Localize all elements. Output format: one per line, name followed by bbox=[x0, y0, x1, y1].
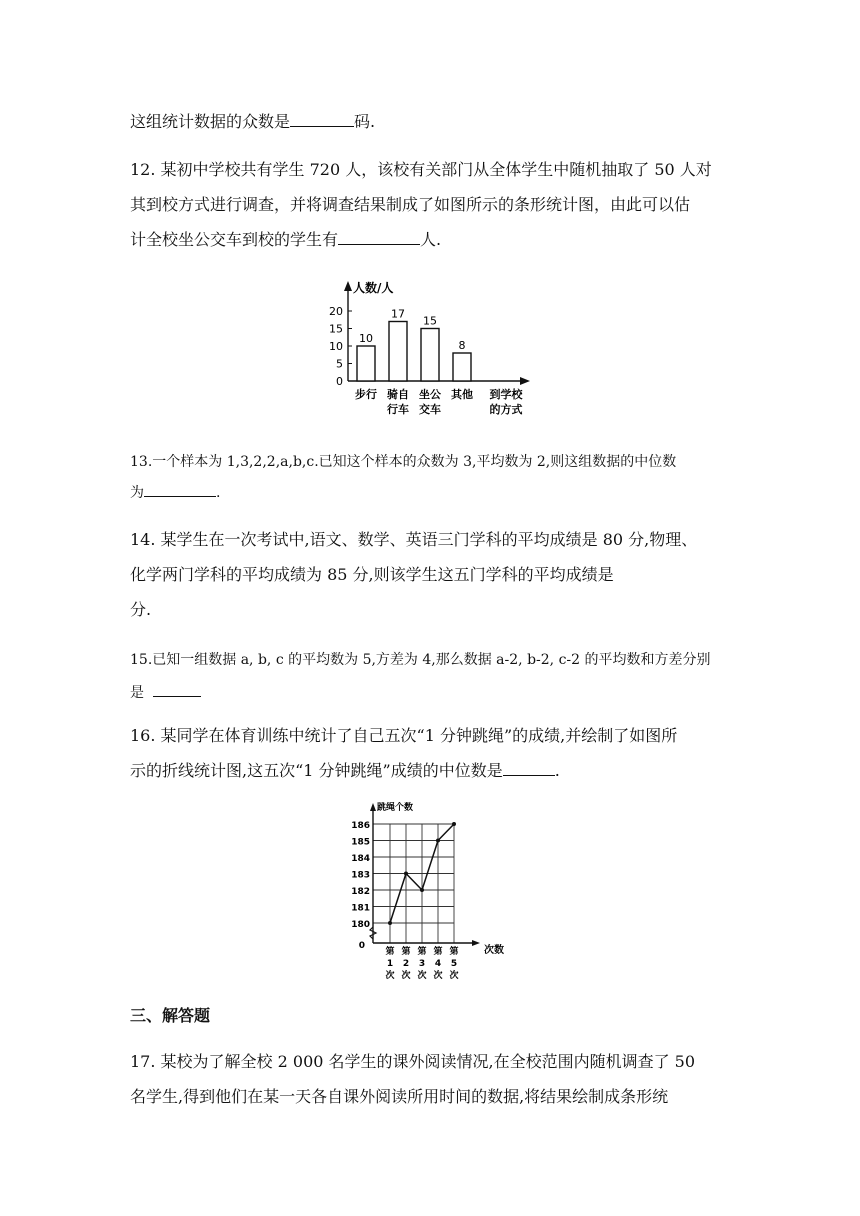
bar-chart bbox=[320, 275, 540, 420]
bar bbox=[357, 346, 375, 381]
category-label: 次 bbox=[417, 971, 427, 981]
category-label: 4 bbox=[434, 959, 442, 969]
q16-text: 示的折线统计图,这五次“1 分钟跳绳”成绩的中位数是 bbox=[130, 761, 503, 780]
bar-value-label: 17 bbox=[391, 307, 405, 321]
q12-text: 计全校坐公交车到校的学生有 bbox=[130, 230, 339, 249]
category-label: 步行 bbox=[355, 388, 377, 401]
data-point bbox=[420, 888, 424, 892]
y-axis-arrow bbox=[370, 803, 376, 811]
x-axis-label: 次数 bbox=[484, 945, 504, 956]
y-tick-label: 20 bbox=[329, 305, 343, 318]
category-label: 次 bbox=[401, 971, 411, 981]
bar-value-label: 8 bbox=[458, 339, 466, 352]
answer-blank[interactable] bbox=[153, 680, 201, 697]
category-label: 第 bbox=[449, 947, 459, 957]
q14-line1: 14. 某学生在一次考试中,语文、数学、英语三门学科的平均成绩是 80 分,物理、 bbox=[130, 530, 698, 549]
y-tick-label: 186 bbox=[351, 821, 370, 831]
y-tick-label: 181 bbox=[351, 903, 370, 914]
y-axis-label: 跳绳个数 bbox=[377, 803, 414, 813]
origin-label: 0 bbox=[358, 941, 365, 951]
q17-line2: 名学生,得到他们在某一天各自课外阅读所用时间的数据,将结果绘制成条形统 bbox=[130, 1087, 669, 1106]
y-tick-label: 5 bbox=[336, 357, 343, 371]
category-label: 其他 bbox=[451, 388, 473, 401]
category-label: 坐公 bbox=[419, 388, 441, 401]
category-label: 第 bbox=[433, 947, 443, 957]
q11-text-after: 码. bbox=[354, 112, 376, 131]
q12-text-after: 人. bbox=[420, 230, 442, 249]
x-axis-label: 的方式 bbox=[489, 403, 523, 416]
category-label: 5 bbox=[450, 959, 458, 969]
bar bbox=[389, 322, 407, 382]
y-tick-label: 183 bbox=[351, 870, 370, 881]
y-tick-label: 15 bbox=[329, 322, 343, 336]
y-tick-label: 182 bbox=[351, 887, 370, 897]
answer-blank[interactable] bbox=[290, 110, 354, 127]
q13-text-after: . bbox=[216, 485, 221, 501]
q15-line1: 15.已知一组数据 a, b, c 的平均数为 5,方差为 4,那么数据 a-2, b-2, c-2 的平均数和方差分别 bbox=[130, 652, 711, 668]
bar-value-label: 10 bbox=[359, 332, 373, 345]
bar bbox=[421, 329, 439, 382]
category-label: 次 bbox=[433, 971, 443, 981]
category-label: 2 bbox=[402, 959, 410, 969]
category-label: 第 bbox=[417, 947, 427, 957]
answer-blank[interactable] bbox=[144, 480, 216, 497]
answer-blank[interactable] bbox=[503, 759, 555, 776]
section-heading: 三、解答题 bbox=[130, 1006, 211, 1025]
q14-line2: 化学两门学科的平均成绩为 85 分,则该学生这五门学科的平均成绩是 bbox=[130, 565, 614, 584]
bar bbox=[453, 353, 471, 381]
q13-line2 bbox=[130, 480, 220, 505]
q13-text: 为 bbox=[130, 485, 144, 501]
q11-text: 这组统计数据的众数是 bbox=[130, 112, 291, 131]
category-label: 交车 bbox=[419, 403, 441, 416]
q16-line2 bbox=[130, 759, 560, 783]
category-label: 第 bbox=[385, 947, 395, 957]
q12-line3 bbox=[130, 228, 441, 252]
q16-text-after: . bbox=[554, 761, 560, 780]
category-label: 1 bbox=[386, 959, 394, 969]
q13-line1: 13.一个样本为 1,3,2,2,a,b,c.已知这个样本的众数为 3,平均数为 2,则这组数据的中位数 bbox=[130, 454, 677, 470]
y-axis-arrow bbox=[344, 281, 352, 291]
x-axis-arrow bbox=[472, 940, 480, 946]
line-chart bbox=[345, 798, 525, 986]
y-tick-label: 0 bbox=[336, 375, 343, 388]
answer-blank[interactable] bbox=[338, 228, 420, 245]
x-axis-label: 到学校 bbox=[489, 388, 523, 401]
data-point bbox=[452, 822, 456, 826]
category-label: 骑自 bbox=[387, 388, 409, 401]
q12-line2: 其到校方式进行调查，并将调查结果制成了如图所示的条形统计图，由此可以估 bbox=[130, 195, 691, 214]
q16-line1: 16. 某同学在体育训练中统计了自己五次“1 分钟跳绳”的成绩,并绘制了如图所 bbox=[130, 726, 678, 745]
q15-text: 是 bbox=[130, 685, 144, 701]
y-tick-label: 10 bbox=[329, 340, 343, 353]
category-label: 行车 bbox=[387, 403, 409, 416]
category-label: 第 bbox=[401, 947, 411, 957]
data-point bbox=[388, 921, 392, 925]
q17-line1: 17. 某校为了解全校 2 000 名学生的课外阅读情况,在全校范围内随机调查了 50 bbox=[130, 1052, 696, 1071]
q11-tail bbox=[130, 110, 375, 134]
y-axis-label: 人数/人 bbox=[353, 281, 394, 295]
q14-line3: 分. bbox=[130, 600, 152, 619]
x-axis-arrow bbox=[520, 377, 530, 385]
q15-line2 bbox=[130, 680, 201, 705]
data-point bbox=[404, 872, 408, 876]
category-label: 3 bbox=[418, 959, 426, 969]
y-tick-label: 180 bbox=[351, 920, 370, 930]
category-label: 次 bbox=[449, 971, 459, 981]
y-tick-label: 185 bbox=[351, 837, 370, 848]
category-label: 次 bbox=[385, 971, 395, 981]
y-tick-label: 184 bbox=[351, 854, 370, 864]
bar-value-label: 15 bbox=[423, 314, 437, 328]
data-point bbox=[436, 839, 440, 843]
q12-line1: 12. 某初中学校共有学生 720 人，该校有关部门从全体学生中随机抽取了 50 人对 bbox=[130, 160, 712, 179]
